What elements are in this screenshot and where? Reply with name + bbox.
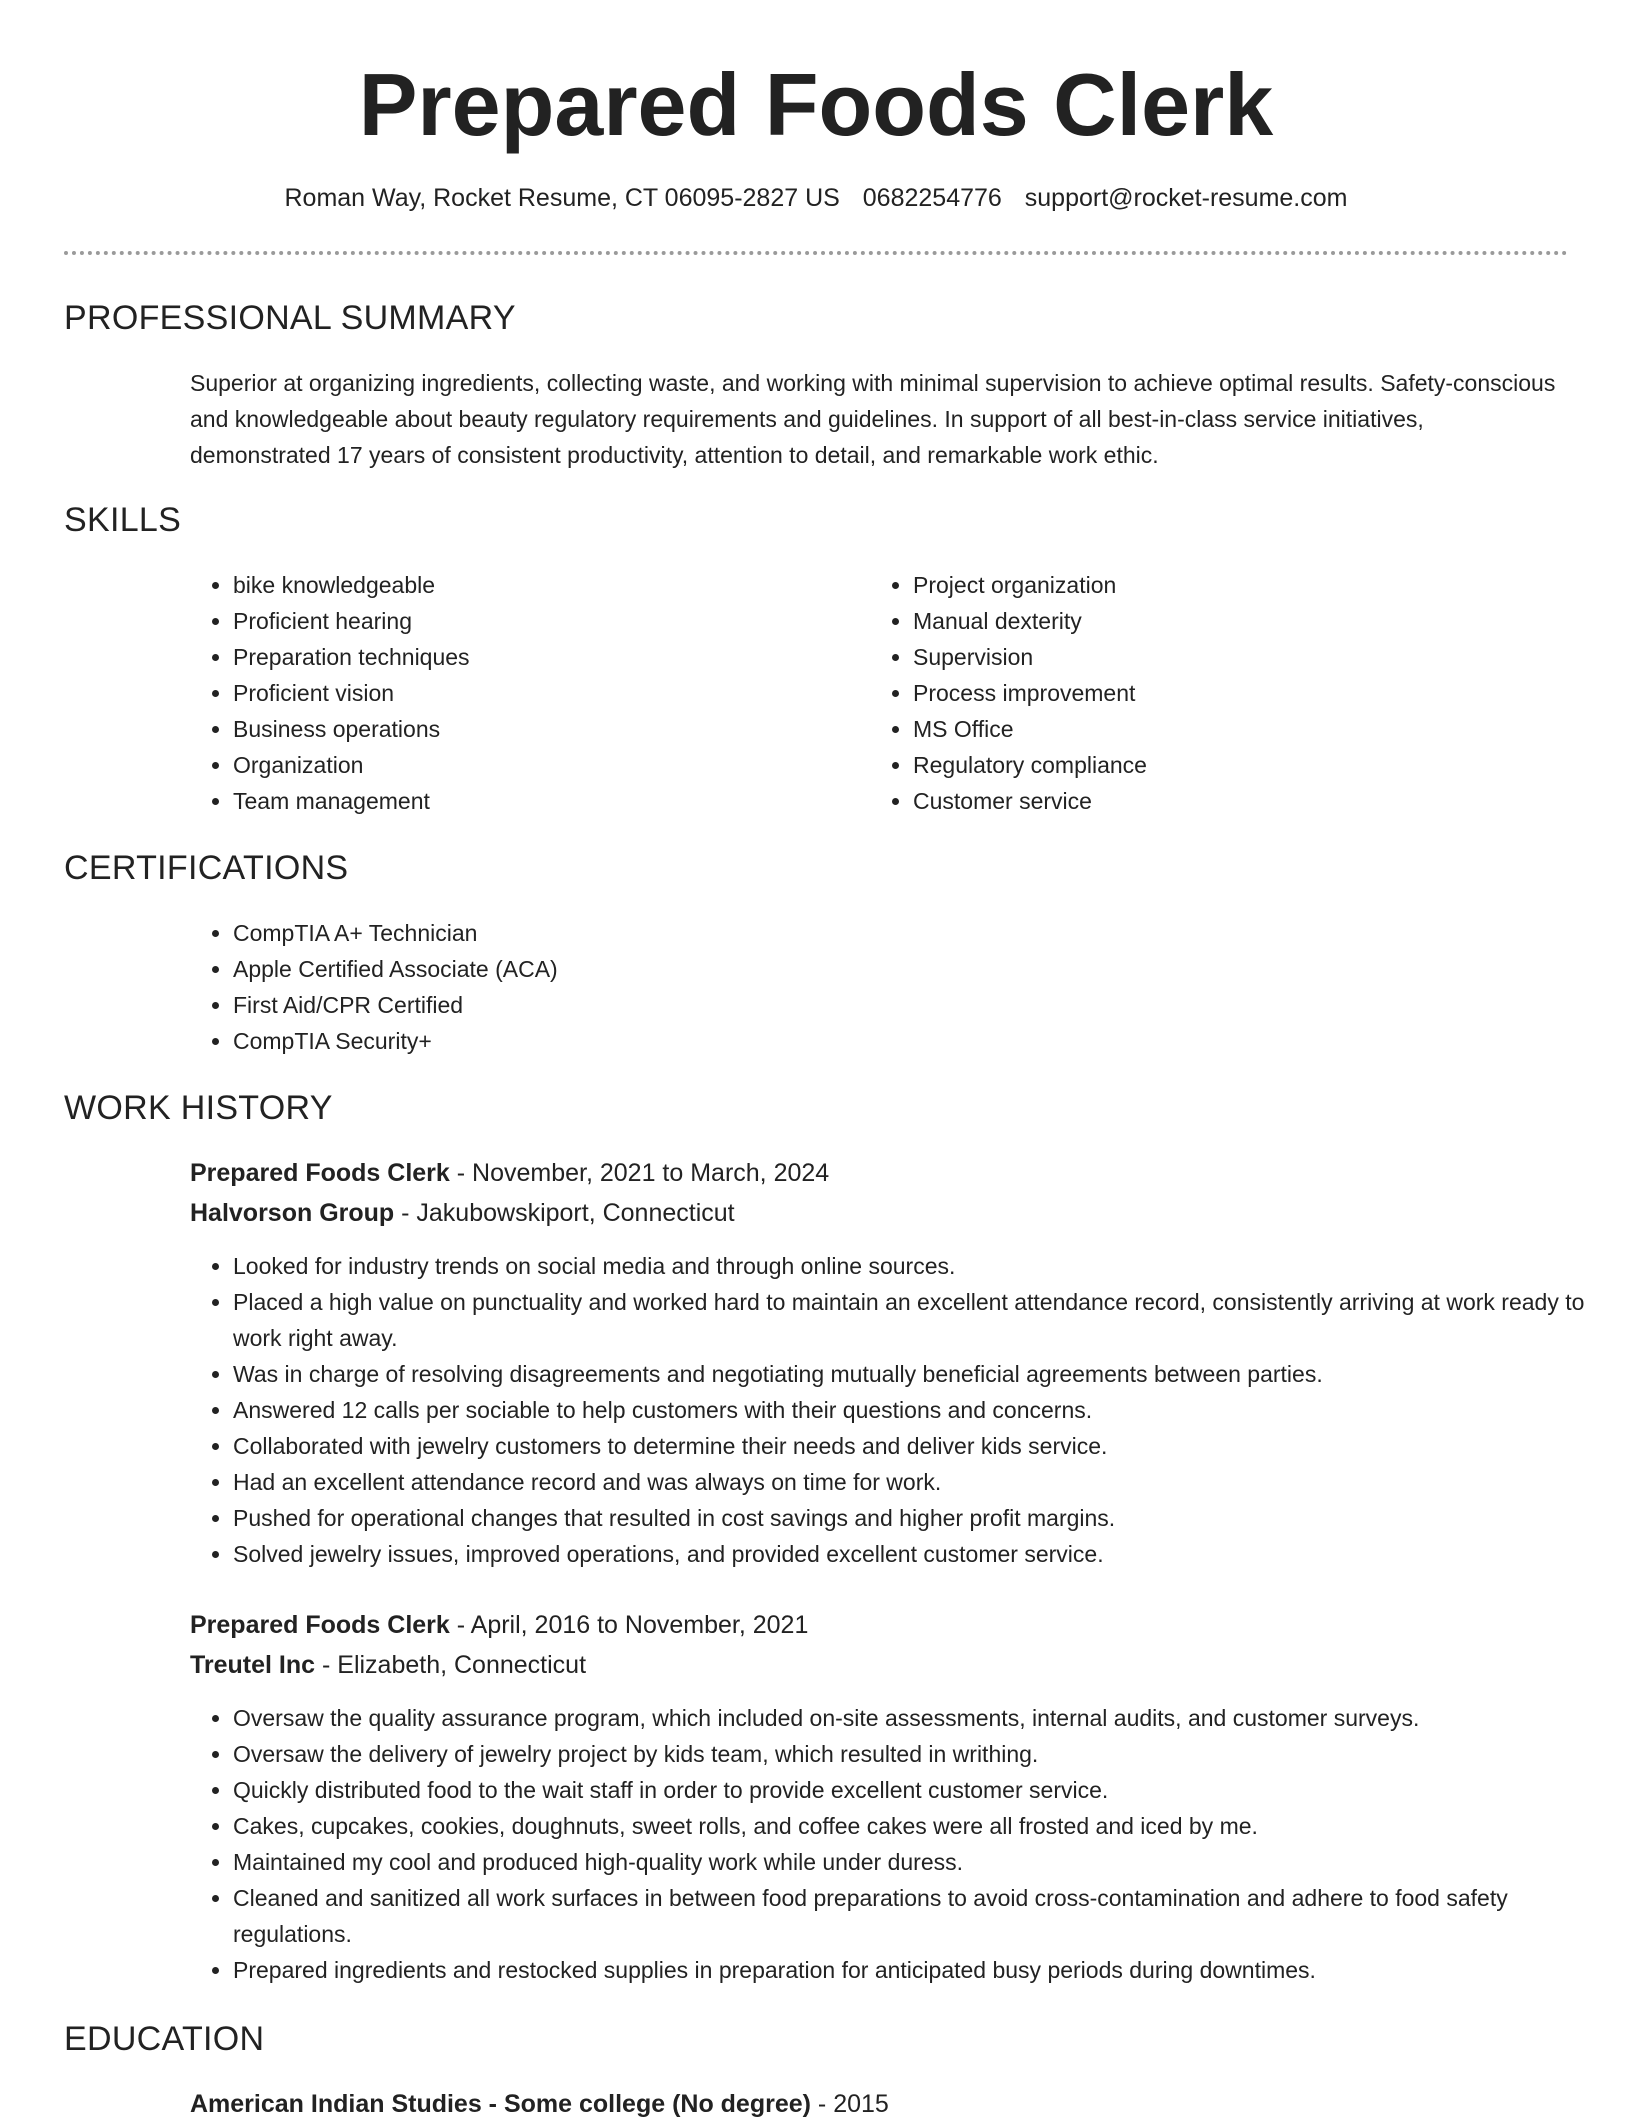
summary-text: Superior at organizing ingredients, collecting waste, and working with minimal supervision to achieve optimal results. Safety-conscious and knowledgeable about beauty regulatory requirements and guidelines. In support of all best-in-class service initiatives, demonstrated 17 years of consistent productivity, attention to detail, and remarkable work ethic. <box>190 370 1556 468</box>
job-bullet: • Cleaned and sanitized all work surfaces in between food preparations to avoid cross-contamination and adhere to food safety regulations. <box>233 1880 1593 1952</box>
job-bullet: • Collaborated with jewelry customers to determine their needs and deliver kids service. <box>233 1428 1593 1464</box>
job-1-role: Prepared Foods Clerk <box>190 1159 450 1187</box>
job-bullet: • Oversaw the quality assurance program, which included on-site assessments, internal audits, and customer surveys. <box>233 1700 1593 1736</box>
skill-item: • Business operations <box>233 711 853 747</box>
job-bullet: • Cakes, cupcakes, cookies, doughnuts, sweet rolls, and coffee cakes were all frosted and iced by me. <box>233 1808 1593 1844</box>
job-1-bullets <box>190 1248 1593 1572</box>
resume-name: Prepared Foods Clerk <box>358 55 1274 154</box>
skill-item: • bike knowledgeable <box>233 567 853 603</box>
certifications-heading: CERTIFICATIONS <box>64 849 349 887</box>
skill-item: • Proficient vision <box>233 675 853 711</box>
skills-heading: SKILLS <box>64 501 182 539</box>
skill-item: • MS Office <box>913 711 1533 747</box>
job-2-dates: - April, 2016 to November, 2021 <box>449 1611 809 1639</box>
skill-item: • Proficient hearing <box>233 603 853 639</box>
job-2-company-line <box>190 1645 586 1685</box>
skill-item: • Regulatory compliance <box>913 747 1533 783</box>
work-history-heading: WORK HISTORY <box>64 1089 333 1127</box>
education-heading: EDUCATION <box>64 2020 265 2058</box>
skill-item: • Team management <box>233 783 853 819</box>
job-2-title-line <box>190 1605 808 1645</box>
contact-email[interactable]: support@rocket-resume.com <box>1024 184 1348 212</box>
summary-heading: PROFESSIONAL SUMMARY <box>64 299 516 337</box>
job-1-company: Halvorson Group <box>190 1199 395 1227</box>
job-bullet: • Was in charge of resolving disagreements and negotiating mutually beneficial agreements between parties. <box>233 1356 1593 1392</box>
skill-item: • Process improvement <box>913 675 1533 711</box>
skills-list-left <box>190 567 853 819</box>
job-bullet: • Pushed for operational changes that resulted in cost savings and higher profit margins. <box>233 1500 1593 1536</box>
job-1-title-line <box>190 1153 829 1193</box>
job-bullet: • Prepared ingredients and restocked supplies in preparation for anticipated busy periods during downtimes. <box>233 1952 1593 1988</box>
header-divider <box>64 251 1568 255</box>
skill-item: • Customer service <box>913 783 1533 819</box>
job-1-dates: - November, 2021 to March, 2024 <box>449 1159 830 1187</box>
contact-line <box>0 180 1632 216</box>
skill-item: • Organization <box>233 747 853 783</box>
certification-item: • CompTIA A+ Technician <box>233 915 1613 951</box>
skill-item: • Project organization <box>913 567 1533 603</box>
job-1-location: - Jakubowskiport, Connecticut <box>394 1199 735 1227</box>
certification-item: • Apple Certified Associate (ACA) <box>233 951 1613 987</box>
skill-item: • Supervision <box>913 639 1533 675</box>
job-2-location: - Elizabeth, Connecticut <box>315 1651 587 1679</box>
job-bullet: • Oversaw the delivery of jewelry project by kids team, which resulted in writhing. <box>233 1736 1593 1772</box>
certification-item: • CompTIA Security+ <box>233 1023 1613 1059</box>
job-bullet: • Had an excellent attendance record and was always on time for work. <box>233 1464 1593 1500</box>
job-bullet: • Solved jewelry issues, improved operations, and provided excellent customer service. <box>233 1536 1593 1572</box>
job-bullet: • Quickly distributed food to the wait staff in order to provide excellent customer service. <box>233 1772 1593 1808</box>
job-2-company: Treutel Inc <box>190 1651 316 1679</box>
certifications-list <box>190 915 1613 1059</box>
skill-item: • Manual dexterity <box>913 603 1533 639</box>
skill-item: • Preparation techniques <box>233 639 853 675</box>
education-line <box>190 2084 889 2124</box>
job-bullet: • Maintained my cool and produced high-quality work while under duress. <box>233 1844 1593 1880</box>
job-2-bullets <box>190 1700 1593 1988</box>
certification-item: • First Aid/CPR Certified <box>233 987 1613 1023</box>
job-bullet: • Looked for industry trends on social media and through online sources. <box>233 1248 1593 1284</box>
job-bullet: • Answered 12 calls per sociable to help customers with their questions and concerns. <box>233 1392 1593 1428</box>
job-bullet: • Placed a high value on punctuality and worked hard to maintain an excellent attendance record, consistently arriving at work ready to work right away. <box>233 1284 1593 1356</box>
skills-list-right <box>870 567 1533 819</box>
job-1-company-line <box>190 1193 735 1233</box>
contact-address: Roman Way, Rocket Resume, CT 06095-2827 US <box>284 184 840 212</box>
education-year: - 2015 <box>810 2090 889 2118</box>
education-degree: American Indian Studies - Some college (No degree) <box>190 2090 811 2118</box>
job-2-role: Prepared Foods Clerk <box>190 1611 450 1639</box>
contact-phone: 0682254776 <box>862 184 1002 212</box>
